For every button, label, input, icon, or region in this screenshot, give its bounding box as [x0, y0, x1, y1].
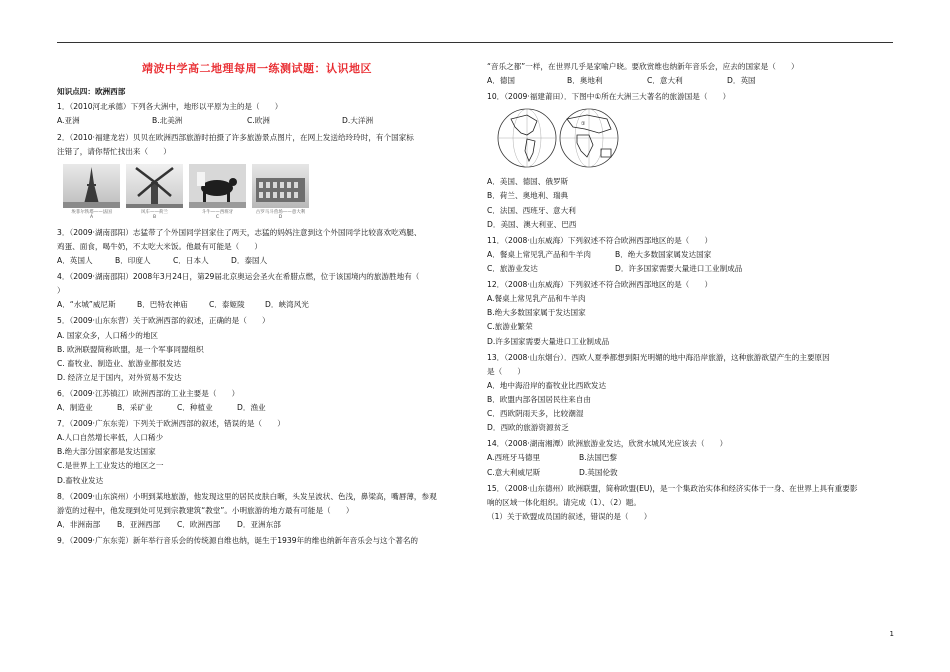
option-d: D．西欧的旅游资源贫乏 [487, 423, 569, 433]
question-3 [57, 228, 457, 265]
question-stem: 8．（2009·山东滨州）小明到某地旅游，他发现这里的居民皮肤白晰，头发呈波状、色浅，鼻梁高，嘴唇薄，参观 [57, 491, 437, 501]
question-8 [57, 492, 457, 529]
option-a: A．美国、德国、俄罗斯 [487, 177, 569, 187]
question-4 [57, 272, 457, 309]
option-a: A．英国人 [57, 255, 93, 265]
option-a: A．德国 [487, 76, 515, 86]
page-number: 1 [889, 630, 894, 638]
options [57, 116, 457, 125]
photo-colosseum [252, 164, 309, 221]
option-c: C．旅游业发达 [487, 263, 538, 273]
options-row-1 [487, 250, 892, 259]
question-stem-cont: 鸡蛋、面食，喝牛奶，不太吃大米饭。他最有可能是（ ） [57, 241, 263, 251]
question-stem: 4．（2009·湖南邵阳）2008年3月24日，第29届北京奥运会圣火在希腊点燃，位于该国境内的旅游胜地有（ [57, 272, 420, 282]
left-column [57, 58, 457, 552]
question-stem-cont: 是（ ） [487, 366, 525, 376]
question-13 [487, 353, 892, 433]
question-stem: 1．（2010河北承德）下列各大洲中，地形以平原为主的是（ ） [57, 102, 283, 112]
question-stem: 9．（2009·广东东莞）新年举行音乐会的传统源自维也纳，诞生于1939年的维也纳新年音乐会与这个著名的 [57, 536, 419, 546]
option-a: A．地中海沿岸的畜牧业比西欧发达 [487, 380, 607, 390]
question-stem: 7．（2009·广东东莞）下列关于欧洲西部的叙述，错误的是（ ） [57, 419, 285, 429]
option-d: D．峡湾风光 [265, 300, 309, 310]
world-map-figure [497, 107, 622, 169]
question-stem: 10．（2009·福建莆田）．下图中①所在大洲三大著名的旅游国是（ ） [487, 92, 731, 102]
option-a: A.西班牙马德里 [487, 453, 541, 463]
option-b: B.绝大多数国家属于发达国家 [487, 308, 586, 318]
option-c: C.意大利威尼斯 [487, 467, 541, 477]
question-12 [487, 280, 892, 346]
option-a: A．“水城”威尼斯 [57, 300, 116, 310]
bullfight-image [189, 164, 246, 208]
option-d: D.英国伦敦 [579, 467, 618, 477]
option-c: C．日本人 [173, 255, 209, 265]
question-stem: 14．（2008·湖南湘潭）欧洲旅游业发达，欣赏水城风光应该去（ ） [487, 439, 728, 449]
option-c: C.欧洲 [247, 116, 270, 126]
photo-label: B [152, 215, 157, 221]
option-d: D.畜牧业发达 [57, 475, 104, 485]
option-a: A.亚洲 [57, 116, 80, 126]
option-c: C．泰姬陵 [209, 300, 245, 310]
option-c: C．西欧阴雨天多，比较潮湿 [487, 409, 584, 419]
option-b: B．巴特农神庙 [137, 300, 188, 310]
photo-caption: 埃菲尔铁塔——法国 [71, 209, 112, 215]
option-c: C．欧洲西部 [177, 519, 221, 529]
question-2 [57, 133, 457, 221]
question-6 [57, 389, 457, 412]
eiffel-tower-image [63, 164, 120, 208]
question-10 [487, 92, 892, 229]
svg-text:①: ① [581, 121, 586, 128]
question-stem: 15．（2008·山东德州）欧洲联盟，简称欧盟(EU)，是一个集政治实体和经济实体于一身、在世界上具有重要影 [487, 483, 858, 493]
option-c: C．法国、西班牙、意大利 [487, 205, 576, 215]
option-b: B．采矿业 [117, 403, 153, 413]
options [487, 76, 892, 85]
options [57, 300, 457, 309]
windmill-image [126, 164, 183, 208]
question-9 [57, 536, 457, 545]
photo-bullfight [189, 164, 246, 221]
options-row-2 [487, 264, 892, 273]
option-b: B．印度人 [115, 255, 151, 265]
option-b: B．欧盟内部各国居民往来自由 [487, 394, 591, 404]
colosseum-image [252, 164, 309, 208]
header-rule [57, 42, 893, 43]
question-stem: 11．（2008·山东威海）下列叙述不符合欧洲西部地区的是（ ） [487, 235, 713, 245]
option-b: B.北美洲 [152, 116, 183, 126]
question-14 [487, 439, 892, 476]
option-d: D．亚洲东部 [237, 519, 281, 529]
option-d: D.许多国家需要大量进口工业制成品 [487, 336, 610, 346]
photo-label: A [89, 215, 94, 221]
question-stem: 2．（2010·福建龙岩）贝贝在欧洲西部旅游时拍摄了许多旅游景点图片，在网上发送给玲玲时，有个国家标 [57, 132, 414, 142]
question-11 [487, 236, 892, 273]
photo-label: D [278, 215, 283, 221]
option-b: B．亚洲西部 [117, 519, 161, 529]
section-heading: 知识点四：欧洲西部 [57, 87, 126, 97]
question-5 [57, 316, 457, 382]
photo-windmill [126, 164, 183, 221]
question-stem: 3．（2009·湖南邵阳）志猛带了个外国同学回家住了两天，志猛的妈妈注意到这个外国同学比较喜欢吃鸡腿、 [57, 227, 422, 237]
option-b: B. 欧洲联盟简称欧盟，是一个军事同盟组织 [57, 344, 204, 354]
question-stem: 13．（2008·山东烟台）．西欧人夏季都想到阳光明媚的地中海沿岸旅游，这种旅游欲望产生的主要原因 [487, 352, 830, 362]
option-b: B．荷兰、奥地利、瑞典 [487, 191, 569, 201]
option-c: C．种植业 [177, 403, 213, 413]
option-d: D．许多国家需要大量进口工业制成品 [615, 263, 743, 273]
option-c: C. 畜牧业、制造业、旅游业都很发达 [57, 358, 182, 368]
option-a: A．制造业 [57, 403, 93, 413]
options-row-1 [487, 453, 892, 462]
options [57, 520, 457, 529]
options [57, 403, 457, 412]
option-d: D．泰国人 [231, 255, 268, 265]
option-c: C.是世界上工业发达的地区之一 [57, 461, 164, 471]
option-b: B．绝大多数国家属发达国家 [615, 249, 712, 259]
option-d: D. 经济立足于国内，对外贸易不发达 [57, 372, 182, 382]
options [57, 256, 457, 265]
question-stem-cont: 注错了，请你帮忙找出来（ ） [57, 146, 171, 156]
photo-eiffel [63, 164, 120, 221]
question-stem-cont: ） [57, 286, 65, 296]
option-a: A. 国家众多，人口稀少的地区 [57, 330, 159, 340]
question-7 [57, 419, 457, 485]
option-a: A.餐桌上常见乳产品和牛羊肉 [487, 294, 586, 304]
option-a: A．非洲南部 [57, 519, 101, 529]
right-column [487, 62, 892, 528]
question-9-continued [487, 62, 892, 85]
photo-caption: 斗牛——西班牙 [201, 209, 234, 215]
option-b: B.法国巴黎 [579, 453, 617, 463]
photo-caption: 古罗马斗兽场——意大利 [255, 209, 306, 215]
question-1 [57, 102, 457, 125]
option-a: A．餐桌上常见乳产品和牛羊肉 [487, 249, 591, 259]
question-stem: 12．（2008·山东威海）下列叙述不符合欧洲西部地区的是（ ） [487, 280, 713, 290]
photo-label: C [215, 215, 220, 221]
question-stem-cont: 游览的过程中，他发现到处可见到宗教建筑“教堂”。小明旅游的地方最有可能是（ ） [57, 505, 354, 515]
option-b: B.绝大部分国家都是发达国家 [57, 447, 156, 457]
question-stem: 6．（2009·江苏镇江）欧洲西部的工业主要是（ ） [57, 388, 240, 398]
option-b: B．奥地利 [567, 76, 603, 86]
question-stem-cont: “音乐之都”一样，在世界几乎是家喻户晓。要欣赏维也纳新年音乐会，应去的国家是（ ） [487, 62, 799, 71]
option-d: D．美国、澳大利亚、巴西 [487, 219, 577, 229]
question-15 [487, 484, 892, 521]
question-stem: 5．（2009·山东东营）关于欧洲西部的叙述，正确的是（ ） [57, 316, 270, 326]
option-d: D．渔业 [237, 403, 266, 413]
option-a: A.人口自然增长率低，人口稀少 [57, 433, 164, 443]
option-c: C．意大利 [647, 76, 683, 86]
sub-question-1: （1）关于欧盟成员国的叙述，错误的是（ ） [487, 511, 652, 521]
page-title: 靖波中学高二地理每周一练测试题：认识地区 [142, 62, 372, 75]
photo-caption: 风车——荷兰 [141, 209, 168, 215]
option-d: D．英国 [727, 76, 756, 86]
option-c: C.旅游业繁荣 [487, 322, 533, 332]
options-row-2 [487, 468, 892, 477]
option-d: D.大洋洲 [342, 116, 374, 126]
photo-strip [63, 164, 457, 221]
question-stem-cont: 响的区域一体化组织。请完成（1）、（2）题。 [487, 497, 641, 507]
